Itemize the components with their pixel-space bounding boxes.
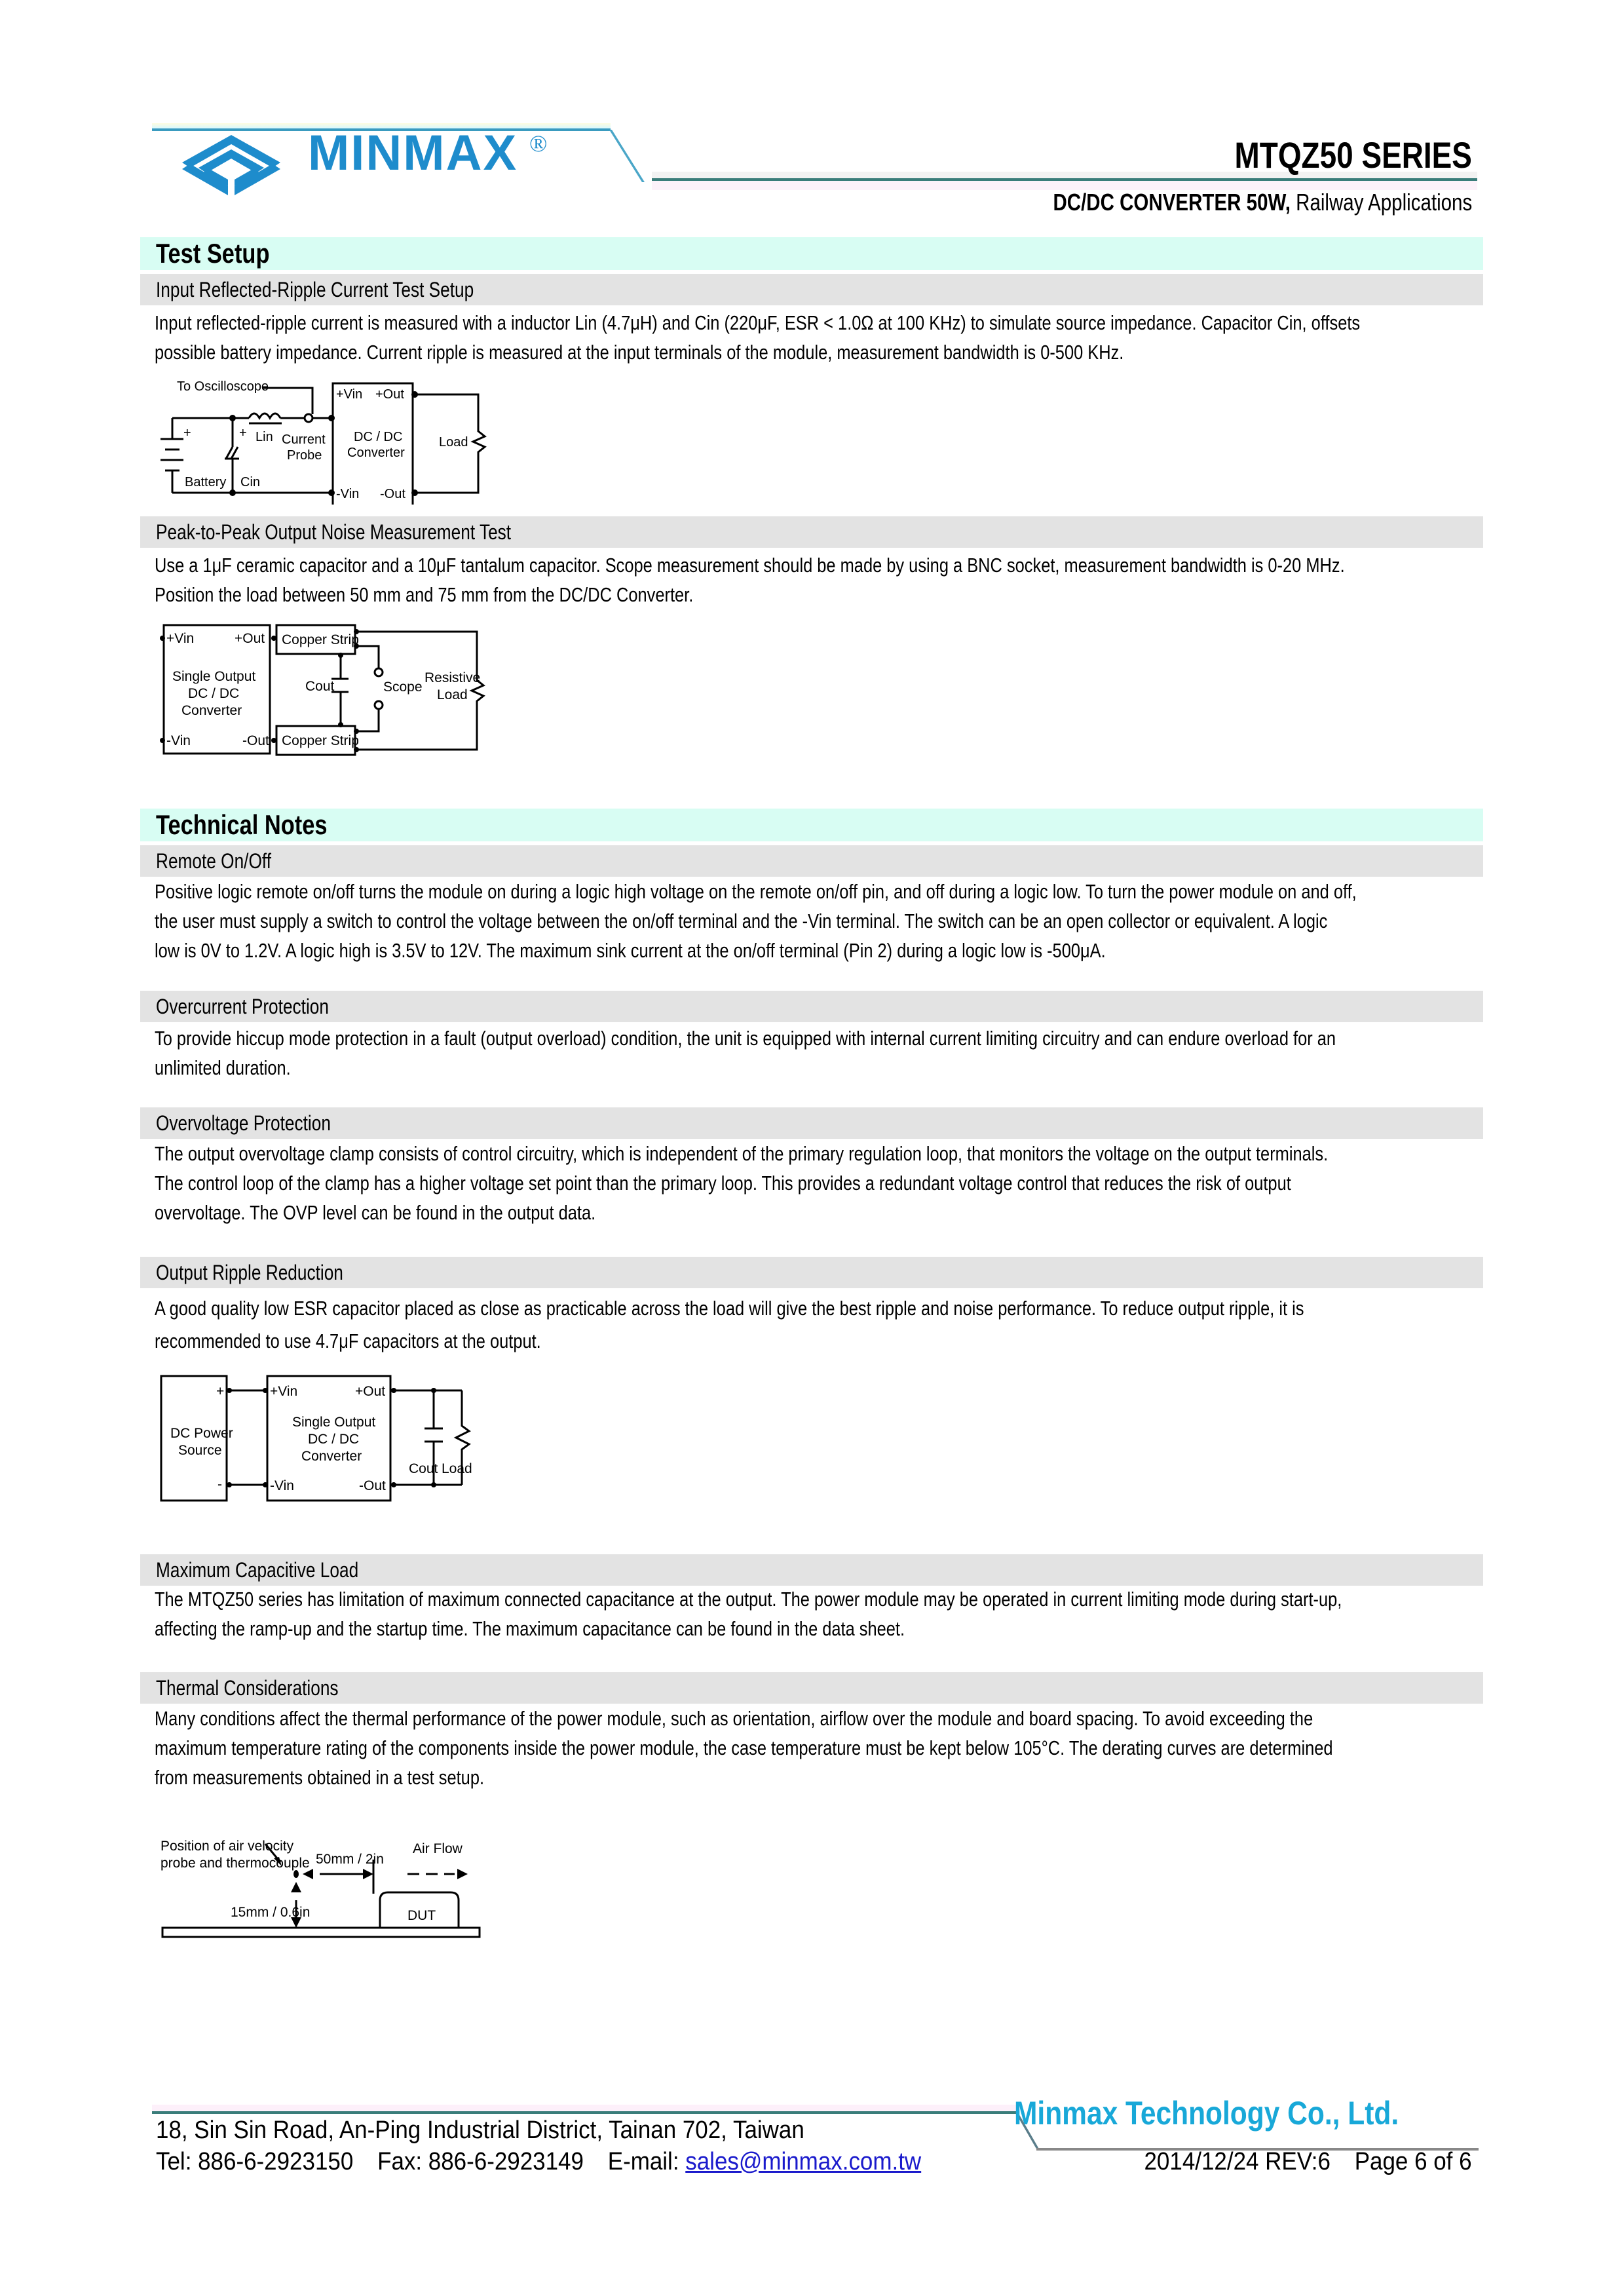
svg-text:+Out: +Out — [375, 387, 404, 402]
ripple-reduction-text: A good quality low ESR capacitor placed as close as practicable across the load will give the best ripple and noise performance. To reduce output ripple, it is recommended to use 4.7μF capacitors at the output. — [155, 1297, 1304, 1352]
label-load: Load — [439, 435, 468, 450]
subtitle-bold: DC/DC CONVERTER 50W, — [1053, 189, 1291, 216]
footer-contact — [156, 2148, 921, 2176]
subsection-max-capacitive-load: Maximum Capacitive Load — [140, 1554, 1483, 1586]
section-title-technical-notes: Technical Notes — [140, 809, 1483, 841]
max-capacitive-load-text: The MTQZ50 series has limitation of maximum connected capacitance at the output. The power module may be operated in current limiting mode during start-up, affecting the ramp-up and the startup time. The maximum capacitance can be found in the data sheet. — [155, 1588, 1342, 1640]
svg-text:DC / DC: DC / DC — [354, 430, 403, 444]
svg-text:Load: Load — [442, 1461, 472, 1476]
series-title: MTQZ50 SERIES — [1234, 134, 1472, 176]
logo-text: MINMAX — [308, 125, 518, 181]
footer-tel: Tel: 886-6-2923150 — [156, 2148, 354, 2175]
noise-measurement-circuit-diagram — [151, 616, 609, 760]
subtitle-rest: Railway Applications — [1290, 189, 1472, 216]
label-copper-strip: Copper Strip — [282, 632, 359, 647]
svg-text:-: - — [217, 1477, 222, 1492]
svg-text:Converter: Converter — [301, 1449, 362, 1464]
remote-onoff-text: Positive logic remote on/off turns the module on during a logic high voltage on the remote on/off pin, and off during a logic low. To turn the power module on and off, the user must supply a switch to control the voltage between the on/off terminal and the -Vin terminal. The switch can be an open collector or equivalent. A logic low is 0V to 1.2V. A logic high is 3.5V to 12V. The maximum sink current at the on/off terminal (Pin 2) during a logic low is -500μA. — [155, 880, 1357, 962]
svg-text:Converter: Converter — [181, 703, 242, 718]
noise-text: Use a 1μF ceramic capacitor and a 10μF tantalum capacitor. Scope measurement should be made by using a BNC socket, measurement bandwidth is 0-20 MHz. Position the load between 50 mm and 75 mm from the DC/DC Converter. — [155, 554, 1345, 606]
svg-text:probe and thermocouple: probe and thermocouple — [161, 1856, 310, 1871]
series-subtitle — [1053, 189, 1472, 216]
section-title-test-setup: Test Setup — [140, 237, 1483, 270]
label-battery: Battery — [185, 475, 227, 489]
footer-email-label: E-mail: — [607, 2148, 686, 2175]
svg-text:Cout: Cout — [305, 679, 335, 694]
svg-text:-Vin: -Vin — [270, 1478, 294, 1493]
svg-text:Converter: Converter — [347, 446, 405, 460]
footer-address: 18, Sin Sin Road, An-Ping Industrial District, Tainan 702, Taiwan — [156, 2116, 804, 2144]
footer-revision-date: 2014/12/24 REV:6 — [1144, 2148, 1331, 2175]
svg-text:-Vin: -Vin — [166, 733, 191, 748]
label-lin: Lin — [255, 430, 273, 444]
svg-text:+: + — [216, 1384, 225, 1399]
ripple-reduction-circuit-diagram — [151, 1363, 649, 1507]
subsection-remote-onoff: Remote On/Off — [140, 845, 1483, 877]
svg-text:-Out: -Out — [242, 733, 269, 748]
svg-text:Single Output: Single Output — [172, 669, 256, 684]
svg-text:Position of air velocity: Position of air velocity — [161, 1839, 294, 1854]
header-slant-rule — [609, 130, 645, 182]
svg-text:15mm / 0.6in: 15mm / 0.6in — [231, 1905, 311, 1920]
svg-text:Cout: Cout — [409, 1461, 438, 1476]
overcurrent-text: To provide hiccup mode protection in a fault (output overload) condition, the unit is equipped with internal current limiting circuitry and can endure overload for an unlimited duration. — [155, 1027, 1336, 1079]
minmax-logo-icon — [176, 131, 287, 197]
svg-text:+Vin: +Vin — [336, 387, 363, 402]
svg-text:Source: Source — [178, 1443, 222, 1458]
overvoltage-text: The output overvoltage clamp consists of control circuitry, which is independent of the primary regulation loop, that monitors the voltage on the output terminals. The control loop of the clamp has a higher voltage set point than the primary loop. This provides a redundant voltage control that reduces the risk of output overvoltage. The OVP level can be found in the output data. — [155, 1142, 1329, 1224]
subsection-overcurrent: Overcurrent Protection — [140, 991, 1483, 1022]
svg-text:50mm / 2in: 50mm / 2in — [316, 1852, 384, 1867]
footer-rule-tint — [152, 2105, 1017, 2111]
svg-text:-Out: -Out — [380, 487, 406, 501]
label-cin: Cin — [240, 475, 261, 489]
svg-text:DC / DC: DC / DC — [308, 1432, 360, 1447]
subsection-noise: Peak-to-Peak Output Noise Measurement Test — [140, 516, 1483, 548]
subsection-overvoltage: Overvoltage Protection — [140, 1107, 1483, 1139]
svg-text:+Vin: +Vin — [270, 1384, 298, 1399]
svg-text:Load: Load — [437, 687, 468, 702]
svg-text:Scope: Scope — [383, 679, 423, 695]
svg-text:+: + — [239, 426, 247, 440]
footer-email-link[interactable]: sales@minmax.com.tw — [685, 2148, 922, 2175]
subsection-ripple-reduction: Output Ripple Reduction — [140, 1257, 1483, 1288]
thermal-text: Many conditions affect the thermal performance of the power module, such as orientation, airflow over the module and board spacing. To avoid exceeding the maximum temperature rating of the components inside the power module, the case temperature must be kept below 105°C. The derating curves are determined from measurements obtained in a test setup. — [155, 1707, 1333, 1789]
svg-text:-Out: -Out — [359, 1478, 386, 1493]
svg-text:Copper Strip: Copper Strip — [282, 733, 359, 748]
footer-rule — [152, 2111, 1017, 2114]
svg-text:+Out: +Out — [355, 1384, 386, 1399]
svg-text:DUT: DUT — [407, 1908, 436, 1923]
svg-text:Single Output: Single Output — [292, 1415, 376, 1430]
registered-mark: ® — [529, 130, 548, 157]
svg-text:+Vin: +Vin — [166, 631, 195, 646]
label-current-probe: Current — [282, 432, 326, 447]
svg-text:+: + — [183, 426, 191, 440]
svg-text:+Out: +Out — [235, 631, 265, 646]
thermal-test-setup-diagram — [151, 1828, 766, 1959]
svg-text:DC Power: DC Power — [170, 1426, 233, 1441]
footer-revision — [1144, 2148, 1472, 2176]
svg-text:Probe: Probe — [287, 448, 322, 463]
svg-text:-Vin: -Vin — [336, 487, 360, 501]
footer-page-number: Page 6 of 6 — [1355, 2148, 1472, 2175]
footer-fax: Fax: 886-6-2923149 — [377, 2148, 584, 2175]
svg-text:Resistive: Resistive — [425, 670, 481, 685]
subsection-thermal: Thermal Considerations — [140, 1672, 1483, 1704]
label-to-oscilloscope: To Oscilloscope — [177, 379, 269, 394]
svg-text:Air Flow: Air Flow — [413, 1841, 463, 1856]
input-ripple-circuit-diagram — [151, 373, 609, 505]
input-ripple-text: Input reflected-ripple current is measured with a inductor Lin (4.7μH) and Cin (220μF, ESR < 1.0Ω at 100 KHz) to simulate source impedance. Capacitor Cin, offsets possible battery impedance. Current ripple is measured at the input terminals of the module, measurement bandwidth is 0-500 KHz. — [155, 311, 1361, 364]
svg-text:DC / DC: DC / DC — [188, 686, 240, 701]
footer-company-name: Minmax Technology Co., Ltd. — [1014, 2095, 1399, 2132]
subsection-input-ripple: Input Reflected-Ripple Current Test Setup — [140, 274, 1483, 305]
